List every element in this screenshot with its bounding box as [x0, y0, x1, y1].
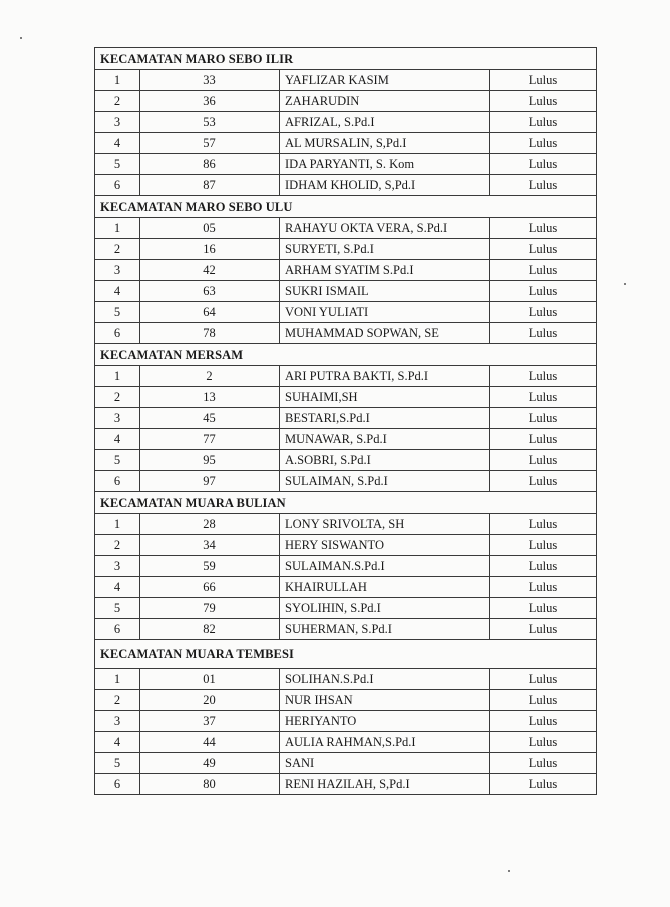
table-row [95, 711, 597, 732]
status-cell: Lulus [490, 218, 597, 239]
row-number-cell: 5 [95, 450, 140, 471]
status-cell: Lulus [490, 91, 597, 112]
participant-name-cell: AFRIZAL, S.Pd.I [280, 112, 490, 133]
participant-name-cell: SULAIMAN.S.Pd.I [280, 556, 490, 577]
table-row [95, 732, 597, 753]
status-cell: Lulus [490, 429, 597, 450]
section-header-row [95, 344, 597, 366]
participant-name-cell: RENI HAZILAH, S,Pd.I [280, 774, 490, 795]
row-number-cell: 1 [95, 366, 140, 387]
table-row [95, 429, 597, 450]
row-number-cell: 5 [95, 302, 140, 323]
table-row [95, 471, 597, 492]
status-cell: Lulus [490, 70, 597, 91]
status-cell: Lulus [490, 774, 597, 795]
table-row [95, 690, 597, 711]
registration-code-cell: 49 [140, 753, 280, 774]
section-title: KECAMATAN MUARA BULIAN [95, 492, 597, 514]
status-cell: Lulus [490, 112, 597, 133]
registration-code-cell: 37 [140, 711, 280, 732]
registration-code-cell: 34 [140, 535, 280, 556]
participant-name-cell: ARHAM SYATIM S.Pd.I [280, 260, 490, 281]
status-cell: Lulus [490, 711, 597, 732]
row-number-cell: 2 [95, 239, 140, 260]
table-row [95, 598, 597, 619]
row-number-cell: 3 [95, 711, 140, 732]
registration-code-cell: 2 [140, 366, 280, 387]
table-row [95, 91, 597, 112]
row-number-cell: 4 [95, 429, 140, 450]
table-row [95, 387, 597, 408]
table-row [95, 774, 597, 795]
participant-name-cell: SANI [280, 753, 490, 774]
table-row [95, 323, 597, 344]
participant-name-cell: SURYETI, S.Pd.I [280, 239, 490, 260]
row-number-cell: 1 [95, 669, 140, 690]
status-cell: Lulus [490, 690, 597, 711]
registration-code-cell: 59 [140, 556, 280, 577]
participant-name-cell: NUR IHSAN [280, 690, 490, 711]
table-row [95, 514, 597, 535]
row-number-cell: 2 [95, 387, 140, 408]
registration-code-cell: 63 [140, 281, 280, 302]
row-number-cell: 4 [95, 281, 140, 302]
status-cell: Lulus [490, 669, 597, 690]
participant-name-cell: ZAHARUDIN [280, 91, 490, 112]
table-row [95, 218, 597, 239]
status-cell: Lulus [490, 323, 597, 344]
registration-code-cell: 28 [140, 514, 280, 535]
row-number-cell: 4 [95, 577, 140, 598]
status-cell: Lulus [490, 366, 597, 387]
registration-code-cell: 79 [140, 598, 280, 619]
registration-code-cell: 53 [140, 112, 280, 133]
participant-name-cell: SUKRI ISMAIL [280, 281, 490, 302]
row-number-cell: 6 [95, 323, 140, 344]
registration-code-cell: 44 [140, 732, 280, 753]
status-cell: Lulus [490, 598, 597, 619]
participant-name-cell: A.SOBRI, S.Pd.I [280, 450, 490, 471]
status-cell: Lulus [490, 154, 597, 175]
row-number-cell: 6 [95, 471, 140, 492]
row-number-cell: 5 [95, 154, 140, 175]
section-header-row [95, 196, 597, 218]
row-number-cell: 5 [95, 598, 140, 619]
participant-name-cell: MUNAWAR, S.Pd.I [280, 429, 490, 450]
participant-name-cell: IDA PARYANTI, S. Kom [280, 154, 490, 175]
registration-code-cell: 16 [140, 239, 280, 260]
participant-name-cell: SUHAIMI,SH [280, 387, 490, 408]
status-cell: Lulus [490, 471, 597, 492]
scan-speck [624, 283, 626, 285]
participant-name-cell: RAHAYU OKTA VERA, S.Pd.I [280, 218, 490, 239]
participant-name-cell: VONI YULIATI [280, 302, 490, 323]
status-cell: Lulus [490, 175, 597, 196]
section-title: KECAMATAN MARO SEBO ILIR [95, 48, 597, 70]
scan-speck [20, 37, 22, 39]
registration-code-cell: 97 [140, 471, 280, 492]
participant-name-cell: YAFLIZAR KASIM [280, 70, 490, 91]
registration-code-cell: 86 [140, 154, 280, 175]
registration-code-cell: 05 [140, 218, 280, 239]
row-number-cell: 2 [95, 690, 140, 711]
row-number-cell: 3 [95, 408, 140, 429]
section-title: KECAMATAN MARO SEBO ULU [95, 196, 597, 218]
status-cell: Lulus [490, 619, 597, 640]
section-header-row [95, 492, 597, 514]
registration-code-cell: 66 [140, 577, 280, 598]
participant-name-cell: KHAIRULLAH [280, 577, 490, 598]
registration-code-cell: 36 [140, 91, 280, 112]
participant-name-cell: SOLIHAN.S.Pd.I [280, 669, 490, 690]
section-header-row [95, 640, 597, 669]
row-number-cell: 1 [95, 218, 140, 239]
registration-code-cell: 78 [140, 323, 280, 344]
registration-code-cell: 13 [140, 387, 280, 408]
registration-code-cell: 95 [140, 450, 280, 471]
row-number-cell: 6 [95, 619, 140, 640]
participant-name-cell: BESTARI,S.Pd.I [280, 408, 490, 429]
status-cell: Lulus [490, 133, 597, 154]
table-row [95, 175, 597, 196]
status-cell: Lulus [490, 556, 597, 577]
registration-code-cell: 45 [140, 408, 280, 429]
status-cell: Lulus [490, 732, 597, 753]
table-row [95, 154, 597, 175]
status-cell: Lulus [490, 577, 597, 598]
status-cell: Lulus [490, 753, 597, 774]
status-cell: Lulus [490, 535, 597, 556]
registration-code-cell: 77 [140, 429, 280, 450]
registration-code-cell: 01 [140, 669, 280, 690]
results-table [94, 47, 597, 795]
participant-name-cell: AL MURSALIN, S,Pd.I [280, 133, 490, 154]
section-title: KECAMATAN MERSAM [95, 344, 597, 366]
table-row [95, 366, 597, 387]
registration-code-cell: 87 [140, 175, 280, 196]
row-number-cell: 3 [95, 556, 140, 577]
table-row [95, 619, 597, 640]
table-row [95, 669, 597, 690]
table-row [95, 450, 597, 471]
table-row [95, 577, 597, 598]
table-row [95, 133, 597, 154]
table-row [95, 260, 597, 281]
row-number-cell: 2 [95, 91, 140, 112]
participant-name-cell: SUHERMAN, S.Pd.I [280, 619, 490, 640]
table-row [95, 408, 597, 429]
registration-code-cell: 42 [140, 260, 280, 281]
scan-speck [508, 870, 510, 872]
table-row [95, 239, 597, 260]
participant-name-cell: SULAIMAN, S.Pd.I [280, 471, 490, 492]
registration-code-cell: 64 [140, 302, 280, 323]
registration-code-cell: 20 [140, 690, 280, 711]
participant-name-cell: SYOLIHIN, S.Pd.I [280, 598, 490, 619]
table-row [95, 302, 597, 323]
status-cell: Lulus [490, 260, 597, 281]
table-row [95, 281, 597, 302]
row-number-cell: 5 [95, 753, 140, 774]
table-row [95, 70, 597, 91]
status-cell: Lulus [490, 281, 597, 302]
participant-name-cell: MUHAMMAD SOPWAN, SE [280, 323, 490, 344]
status-cell: Lulus [490, 387, 597, 408]
status-cell: Lulus [490, 514, 597, 535]
participant-name-cell: IDHAM KHOLID, S,Pd.I [280, 175, 490, 196]
row-number-cell: 2 [95, 535, 140, 556]
table-row [95, 753, 597, 774]
row-number-cell: 3 [95, 112, 140, 133]
participant-name-cell: HERIYANTO [280, 711, 490, 732]
status-cell: Lulus [490, 450, 597, 471]
registration-code-cell: 80 [140, 774, 280, 795]
registration-code-cell: 57 [140, 133, 280, 154]
row-number-cell: 1 [95, 70, 140, 91]
participant-name-cell: ARI PUTRA BAKTI, S.Pd.I [280, 366, 490, 387]
row-number-cell: 3 [95, 260, 140, 281]
section-header-row [95, 48, 597, 70]
row-number-cell: 6 [95, 175, 140, 196]
section-title: KECAMATAN MUARA TEMBESI [95, 640, 597, 669]
row-number-cell: 6 [95, 774, 140, 795]
row-number-cell: 4 [95, 133, 140, 154]
registration-code-cell: 82 [140, 619, 280, 640]
participant-name-cell: HERY SISWANTO [280, 535, 490, 556]
participant-name-cell: LONY SRIVOLTA, SH [280, 514, 490, 535]
registration-code-cell: 33 [140, 70, 280, 91]
table-row [95, 112, 597, 133]
status-cell: Lulus [490, 239, 597, 260]
row-number-cell: 4 [95, 732, 140, 753]
status-cell: Lulus [490, 302, 597, 323]
table-row [95, 535, 597, 556]
row-number-cell: 1 [95, 514, 140, 535]
status-cell: Lulus [490, 408, 597, 429]
table-row [95, 556, 597, 577]
participant-name-cell: AULIA RAHMAN,S.Pd.I [280, 732, 490, 753]
results-table-body [95, 48, 597, 795]
